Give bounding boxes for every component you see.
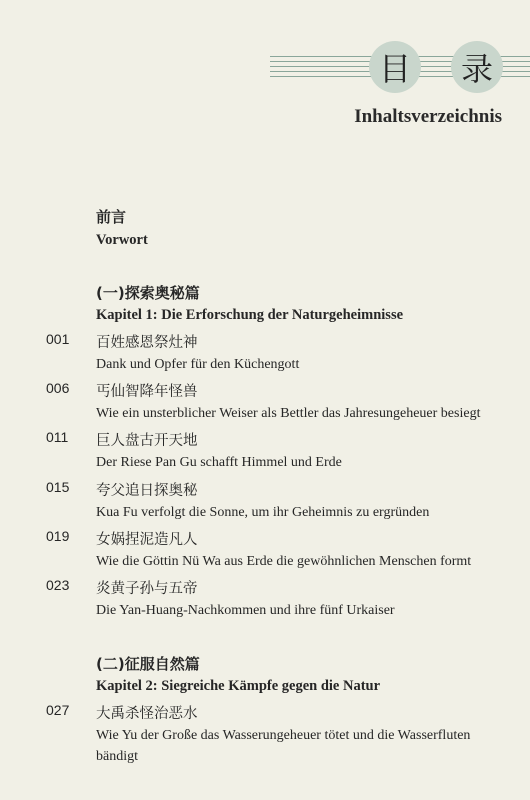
toc-page-number: 001 (46, 331, 70, 347)
title-char-2: 录 (460, 50, 493, 88)
toc-entry-zh: 女娲捏泥造凡人 (96, 532, 198, 548)
toc-page-number: 019 (46, 528, 70, 544)
toc-entry-de: Dank und Opfer für den Küchengott (96, 357, 300, 372)
toc-entry-de-continued: bändigt (96, 749, 138, 764)
toc-entry-zh: 大禹杀怪治恶水 (96, 706, 198, 722)
toc-entry-de: Wie die Göttin Nü Wa aus Erde die gewöhnlichen Menschen formt (96, 554, 472, 569)
title-char-1: 目 (378, 50, 411, 88)
chapter-1-heading-zh: (一)探索奥秘篇 (96, 284, 200, 302)
toc-entry-de: Wie ein unsterblicher Weiser als Bettler das Jahresungeheuer besiegt (96, 406, 481, 421)
toc-entry-zh: 丐仙智降年怪兽 (96, 384, 198, 400)
toc-entry-zh: 夸父追日探奥秘 (96, 483, 198, 499)
chapter-2-heading-de: Kapitel 2: Siegreiche Kämpfe gegen die Natur (96, 678, 381, 694)
title-char-circle-1 (369, 41, 421, 93)
preface-de: Vorwort (96, 232, 148, 248)
toc-page-number: 011 (46, 429, 69, 445)
chapter-2-heading-zh: (二)征服自然篇 (96, 655, 200, 673)
page-subtitle: Inhaltsverzeichnis (354, 106, 502, 127)
toc-page-number: 015 (46, 479, 70, 495)
toc-entry-zh: 百姓感恩祭灶神 (96, 335, 198, 351)
toc-entry-de: Wie Yu der Große das Wasserungeheuer tötet und die Wasserfluten (96, 728, 471, 743)
toc-entry-zh: 炎黄子孙与五帝 (96, 581, 198, 597)
title-char-circle-2 (451, 41, 503, 93)
toc-page-number: 023 (46, 577, 70, 593)
toc-entry-de: Die Yan-Huang-Nachkommen und ihre fünf Urkaiser (96, 603, 395, 618)
toc-entry-zh: 巨人盘古开天地 (96, 433, 198, 449)
toc-page-number: 006 (46, 380, 70, 396)
preface-zh: 前言 (96, 208, 127, 226)
toc-page-number: 027 (46, 702, 70, 718)
toc-entry-de: Der Riese Pan Gu schafft Himmel und Erde (96, 455, 342, 470)
chapter-1-heading-de: Kapitel 1: Die Erforschung der Naturgeheimnisse (96, 307, 404, 323)
toc-entry-de: Kua Fu verfolgt die Sonne, um ihr Geheimnis zu ergründen (96, 505, 430, 520)
